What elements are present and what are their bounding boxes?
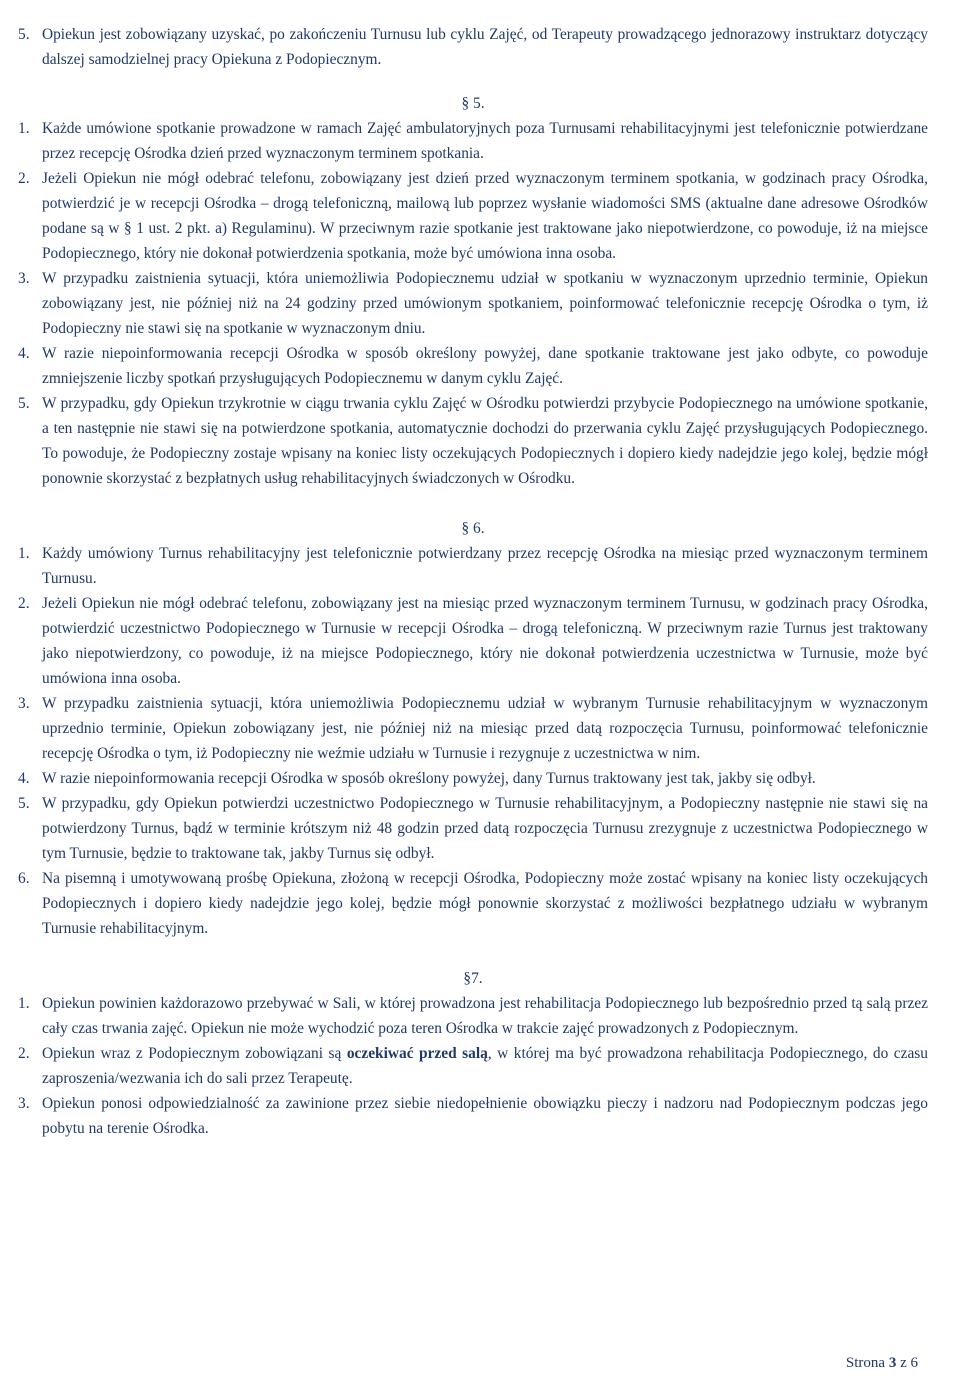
list-item	[18, 991, 928, 1041]
item-number: 5.	[18, 395, 30, 412]
item-number: 6.	[18, 870, 30, 887]
list-item	[18, 541, 928, 591]
emphasized-text: oczekiwać przed salą	[346, 1045, 488, 1062]
item-text: Na pisemną i umotywowaną prośbę Opiekuna, złożoną w recepcji Ośrodka, Podopieczny może zostać wpisany na koniec listy oczekujących Podopiecznych i dopiero kiedy nadejdzie jego kolej, będzie mógł ponownie skorzystać z możliwości bezpłatnego udziału w wybranym Turnusie rehabilitacyjnym.	[42, 870, 928, 937]
item-number: 3.	[18, 695, 30, 712]
list-item	[18, 691, 928, 766]
item-number: 1.	[18, 995, 30, 1012]
list-item	[18, 1091, 928, 1141]
section-heading: § 6.	[461, 520, 485, 537]
item-number: 4.	[18, 345, 30, 362]
item-text-part: Opiekun wraz z Podopiecznym zobowiązani są	[42, 1045, 347, 1062]
page-number: 3	[888, 1355, 897, 1371]
list-item	[18, 22, 928, 72]
document-page	[18, 22, 928, 1141]
page-separator: z	[900, 1355, 907, 1371]
item-number: 3.	[18, 1095, 30, 1112]
item-number: 3.	[18, 270, 30, 287]
item-number: 2.	[18, 1045, 30, 1062]
item-text: W przypadku, gdy Opiekun potwierdzi uczestnictwo Podopiecznego w Turnusie rehabilitacyjnym, a Podopieczny następnie nie stawi się na potwierdzony Turnus, bądź w terminie krótszym niż 48 godzin przed datą rozpoczęcia Turnusu zrezygnuje z uczestnictwa Podopiecznego w tym Turnusie, będzie to traktowane tak, jakby Turnus się odbył.	[42, 795, 928, 862]
page-total: 6	[910, 1355, 918, 1371]
item-text: W przypadku zaistnienia sytuacji, która uniemożliwia Podopiecznemu udział w wybranym Turnusie rehabilitacyjnym w wyznaczonym uprzednio terminie, Opiekun zobowiązany jest, nie później niż na miesiąc przed datą rozpoczęcia Turnusu, poinformować telefonicznie recepcję Ośrodka o tym, iż Podopieczny nie weźmie udziału w Turnusie i rezygnuje z uczestnictwa w nim.	[42, 695, 928, 762]
item-number: 2.	[18, 595, 30, 612]
page-label: Strona	[845, 1355, 886, 1371]
list-item	[18, 166, 928, 266]
list-item	[18, 1041, 928, 1091]
section-heading: § 5.	[461, 95, 485, 112]
list-item	[18, 116, 928, 166]
item-number: 1.	[18, 545, 30, 562]
item-number: 1.	[18, 120, 30, 137]
item-number: 4.	[18, 770, 30, 787]
item-text: Każde umówione spotkanie prowadzone w ramach Zajęć ambulatoryjnych poza Turnusami rehabilitacyjnymi jest telefonicznie potwierdzane przez recepcję Ośrodka dzień przed wyznaczonym terminem spotkania.	[42, 120, 928, 162]
item-text: Opiekun jest zobowiązany uzyskać, po zakończeniu Turnusu lub cyklu Zajęć, od Terapeuty prowadzącego jednorazowy instruktarz dotyczący dalszej samodzielnej pracy Opiekuna z Podopiecznym.	[42, 26, 928, 68]
list-item	[18, 391, 928, 491]
list-item	[18, 591, 928, 691]
item-text: W razie niepoinformowania recepcji Ośrodka w sposób określony powyżej, dany Turnus traktowany jest tak, jakby się odbył.	[42, 770, 816, 787]
page-footer	[846, 1353, 918, 1373]
item-text: Opiekun ponosi odpowiedzialność za zawinione przez siebie niedopełnienie obowiązku pieczy i nadzoru nad Podopiecznym podczas jego pobytu na terenie Ośrodka.	[42, 1095, 928, 1137]
section-heading: §7.	[463, 970, 483, 987]
item-text-part: , w której ma być prowadzona rehabilitacja Podopiecznego, do czasu zaproszenia/wezwania ich do sali przez Terapeutę.	[42, 1045, 928, 1087]
list-item	[18, 766, 928, 791]
item-number: 5.	[18, 26, 30, 43]
list-item	[18, 791, 928, 866]
item-number: 5.	[18, 795, 30, 812]
list-item	[18, 341, 928, 391]
item-text	[42, 1041, 928, 1091]
list-item	[18, 866, 928, 941]
item-text: W przypadku, gdy Opiekun trzykrotnie w ciągu trwania cyklu Zajęć w Ośrodku potwierdzi przybycie Podopiecznego na umówione spotkanie, a ten następnie nie stawi się na potwierdzone spotkania, automatycznie dochodzi do przerwania cyklu Zajęć przysługujących Podopiecznego. To powoduje, że Podopieczny zostaje wpisany na koniec listy oczekujących Podopiecznych i dopiero kiedy nadejdzie jego kolej, będzie mógł ponownie skorzystać z bezpłatnych usług rehabilitacyjnych świadczonych w Ośrodku.	[42, 395, 928, 487]
item-text: Jeżeli Opiekun nie mógł odebrać telefonu, zobowiązany jest dzień przed wyznaczonym terminem spotkania, w godzinach pracy Ośrodka, potwierdzić je w recepcji Ośrodka – drogą telefoniczną, mailową lub poprzez wysłanie wiadomości SMS (aktualne dane adresowe Ośrodków podane są w § 1 ust. 2 pkt. a) Regulaminu). W przeciwnym razie spotkanie jest traktowane jako niepotwierdzone, co powoduje, iż na miejsce Podopiecznego, który nie dokonał potwierdzenia spotkania, może być umówiona inna osoba.	[42, 170, 928, 262]
item-text: W razie niepoinformowania recepcji Ośrodka w sposób określony powyżej, dane spotkanie traktowane jest jako odbyte, co powoduje zmniejszenie liczby spotkań przysługujących Podopiecznemu w danym cyklu Zajęć.	[42, 345, 928, 387]
item-text: Opiekun powinien każdorazowo przebywać w Sali, w której prowadzona jest rehabilitacja Podopiecznego lub bezpośrednio przed tą salą przez cały czas trwania zajęć. Opiekun nie może wychodzić poza teren Ośrodka w trakcie zajęć prowadzonych z Podopiecznym.	[42, 995, 928, 1037]
item-text: Jeżeli Opiekun nie mógł odebrać telefonu, zobowiązany jest na miesiąc przed wyznaczonym terminem Turnusu, w godzinach pracy Ośrodka, potwierdzić uczestnictwo Podopiecznego w Turnusie w recepcji Ośrodka – drogą telefoniczną. W przeciwnym razie Turnus jest traktowany jako niepotwierdzony, co powoduje, iż na miejsce Podopiecznego, który nie dokonał potwierdzenia uczestnictwa w Turnusie, może być umówiona inna osoba.	[42, 595, 928, 687]
item-text: W przypadku zaistnienia sytuacji, która uniemożliwia Podopiecznemu udział w spotkaniu w wyznaczonym uprzednio terminie, Opiekun zobowiązany jest, nie później niż na 24 godziny przed umówionym spotkaniem, poinformować telefonicznie recepcję Ośrodka o tym, iż Podopieczny nie stawi się na spotkanie w wyznaczonym dniu.	[42, 270, 928, 337]
list-item	[18, 266, 928, 341]
item-text: Każdy umówiony Turnus rehabilitacyjny jest telefonicznie potwierdzany przez recepcję Ośrodka na miesiąc przed wyznaczonym terminem Turnusu.	[42, 545, 928, 587]
item-number: 2.	[18, 170, 30, 187]
